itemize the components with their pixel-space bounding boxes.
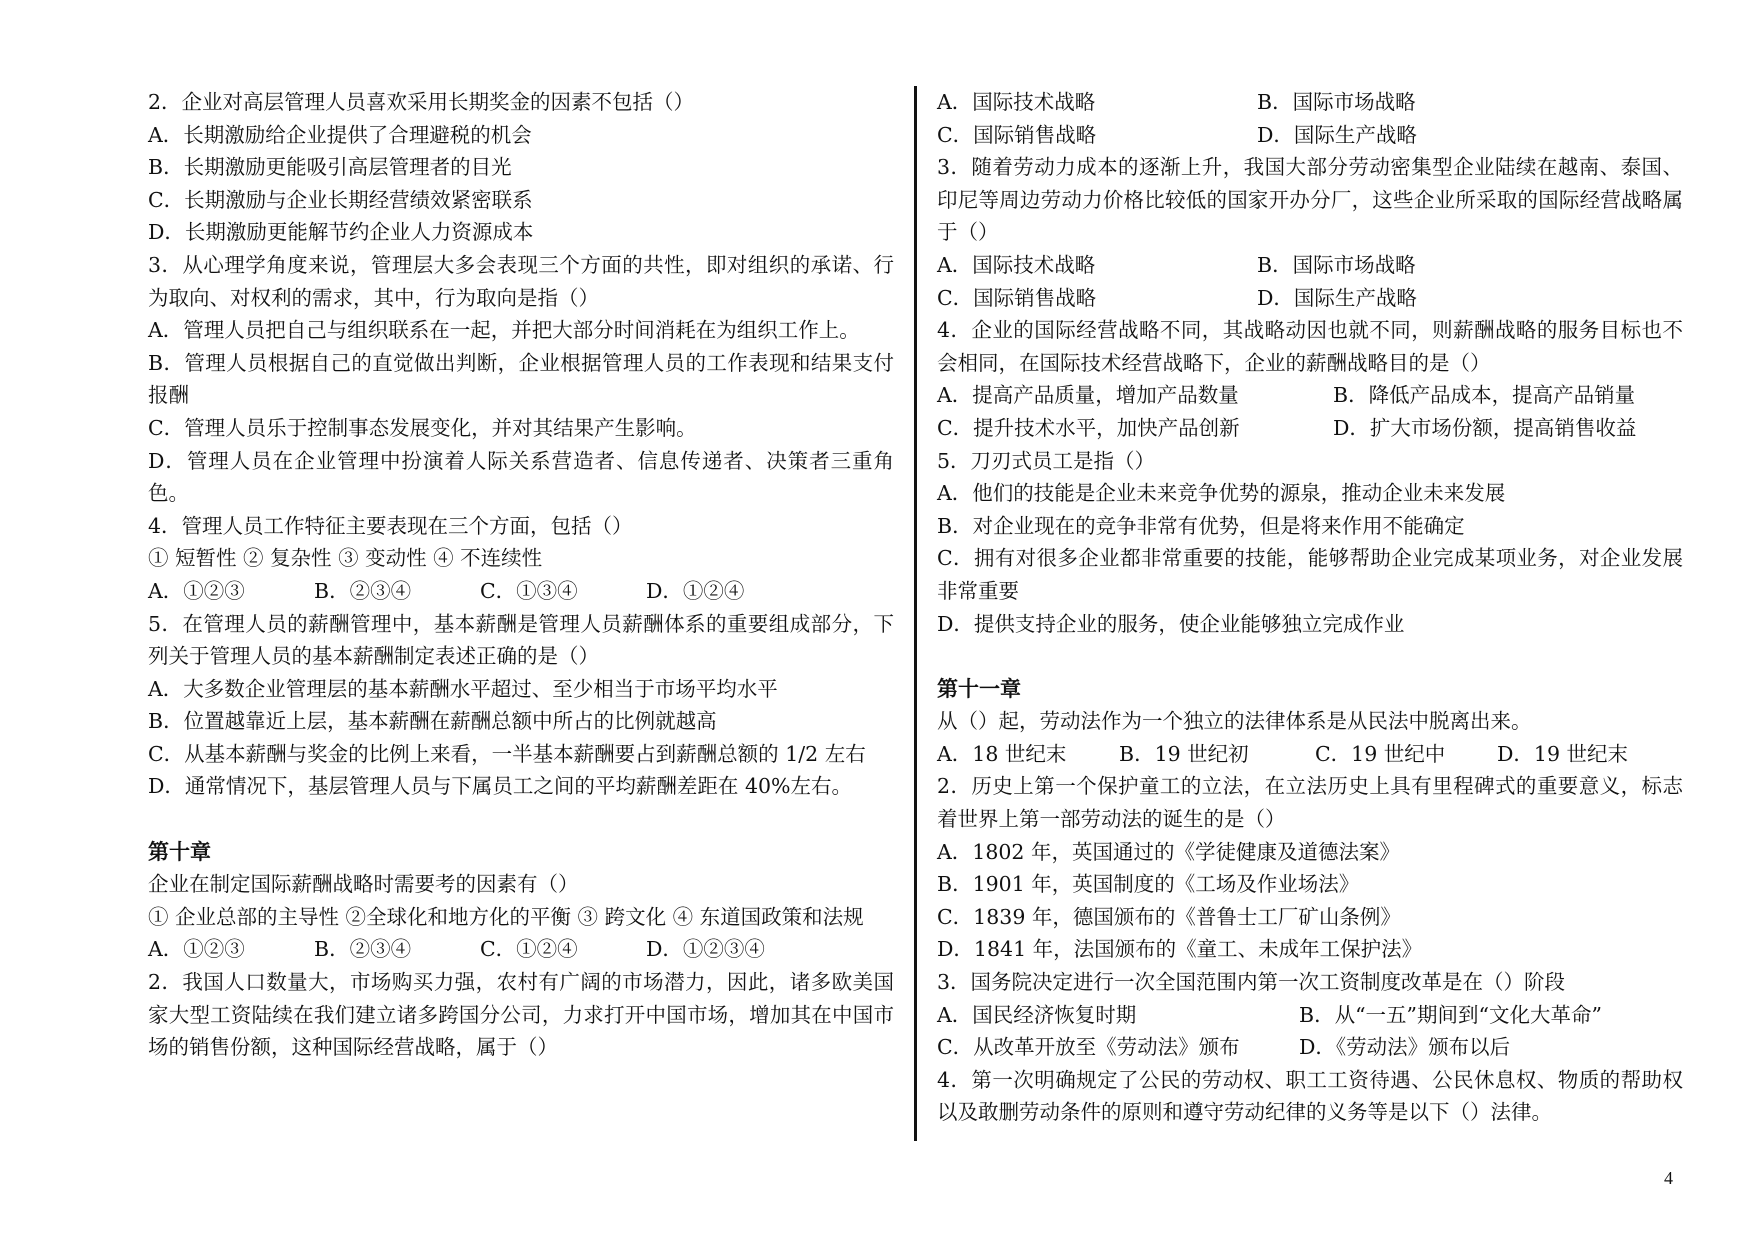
option-d: D．①②④ [646, 578, 745, 603]
option-d: D．通常情况下，基层管理人员与下属员工之间的平均薪酬差距在 40%左右。 [148, 774, 853, 799]
question-items: ① 短暂性 ② 复杂性 ③ 变动性 ④ 不连续性 [148, 546, 543, 571]
option-b: B．降低产品成本，提高产品销量 [1333, 383, 1636, 408]
option-a: A．国际技术战略 [937, 252, 1096, 277]
option-c: C．拥有对很多企业都非常重要的技能，能够帮助企业完成某项业务，对企业发展非常重要 [937, 546, 1683, 603]
options-row [937, 86, 1683, 119]
options-row [937, 1031, 1683, 1064]
question-stem: 5．在管理人员的薪酬管理中，基本薪酬是管理人员薪酬体系的重要组成部分，下列关于管理人员的基本薪酬制定表述正确的是（） [148, 611, 894, 669]
option-d: D．管理人员在企业管理中扮演着人际关系营造者、信息传递者、决策者三重角色。 [148, 448, 894, 506]
question-stem: 4．管理人员工作特征主要表现在三个方面，包括（） [148, 513, 633, 538]
option-a: A．他们的技能是企业未来竞争优势的源泉，推动企业未来发展 [937, 481, 1506, 506]
chapter-heading: 第十章 [148, 838, 211, 864]
chapter-heading: 第十一章 [937, 675, 1021, 701]
spacer [148, 803, 894, 836]
options-row [148, 933, 894, 966]
column-divider [914, 86, 917, 1141]
option-d: D．19 世纪末 [1497, 741, 1629, 766]
option-c: C．1839 年，德国颁布的《普鲁士工厂矿山条例》 [937, 904, 1401, 929]
question-stem: 3．随着劳动力成本的逐渐上升，我国大部分劳动密集型企业陆续在越南、泰国、印尼等周边劳动力价格比较低的国家开办分厂，这些企业所采取的国际经营战略属于（） [937, 155, 1683, 245]
option-a: A．①②③ [148, 937, 245, 962]
question-stem: 3．从心理学角度来说，管理层大多会表现三个方面的共性，即对组织的承诺、行为取向、对权利的需求，其中，行为取向是指（） [148, 252, 894, 310]
option-d: D．国际生产战略 [1257, 122, 1417, 147]
right-column [937, 86, 1683, 1129]
option-d: D．①②③④ [646, 937, 765, 962]
option-b: B．从“一五”期间到“文化大革命” [1299, 1002, 1602, 1027]
options-row [937, 738, 1683, 771]
options-row [937, 412, 1683, 445]
option-b: B．19 世纪初 [1119, 741, 1249, 766]
option-b: B．1901 年，英国制度的《工场及作业场法》 [937, 872, 1360, 897]
question-stem: 3．国务院决定进行一次全国范围内第一次工资制度改革是在（）阶段 [937, 970, 1566, 995]
option-a: A．长期激励给企业提供了合理避税的机会 [148, 122, 532, 147]
option-b: B．国际市场战略 [1257, 252, 1416, 277]
options-row [937, 999, 1683, 1032]
option-b: B．②③④ [314, 578, 412, 603]
question-stem: 4．第一次明确规定了公民的劳动权、职工工资待遇、公民休息权、物质的帮助权以及敢删劳动条件的原则和遵守劳动纪律的义务等是以下（）法律。 [937, 1067, 1683, 1125]
option-c: C．①③④ [480, 578, 578, 603]
question-items: ① 企业总部的主导性 ②全球化和地方化的平衡 ③ 跨文化 ④ 东道国政策和法规 [148, 904, 864, 929]
option-a: A．①②③ [148, 578, 245, 603]
option-a: A．提高产品质量，增加产品数量 [937, 383, 1239, 408]
option-a: A．1802 年，英国通过的《学徒健康及道德法案》 [937, 839, 1400, 864]
option-b: B．国际市场战略 [1257, 90, 1416, 114]
options-row [148, 575, 894, 608]
option-a: A．国民经济恢复时期 [937, 1002, 1137, 1027]
option-d: D．国际生产战略 [1257, 285, 1417, 310]
option-d: D．扩大市场份额，提高销售收益 [1333, 415, 1637, 440]
options-row [937, 282, 1683, 315]
option-c: C．从改革开放至《劳动法》颁布 [937, 1035, 1240, 1060]
option-c: C．从基本薪酬与奖金的比例上来看，一半基本薪酬要占到薪酬总额的 1/2 左右 [148, 741, 866, 766]
option-c: C．19 世纪中 [1315, 741, 1446, 766]
spacer [937, 640, 1683, 673]
option-b: B．对企业现在的竞争非常有优势，但是将来作用不能确定 [937, 513, 1465, 538]
option-d: D．1841 年，法国颁布的《童工、未成年工保护法》 [937, 937, 1423, 962]
question-stem: 2．企业对高层管理人员喜欢采用长期奖金的因素不包括（） [148, 90, 695, 114]
option-b: B．②③④ [314, 937, 412, 962]
option-c: C．国际销售战略 [937, 122, 1097, 147]
option-a: A．国际技术战略 [937, 90, 1096, 114]
option-b: B．位置越靠近上层，基本薪酬在薪酬总额中所占的比例就越高 [148, 709, 717, 734]
question-stem: 2．我国人口数量大，市场购买力强，农村有广阔的市场潜力，因此，诸多欧美国家大型工资陆续在我们建立诸多跨国分公司，力求打开中国市场，增加其在中国市场的销售份额，这种国际经营战略，属于（） [148, 970, 894, 1060]
option-c: C．提升技术水平，加快产品创新 [937, 415, 1240, 440]
option-b: B．管理人员根据自己的直觉做出判断，企业根据管理人员的工作表现和结果支付报酬 [148, 350, 894, 408]
question-stem: 从（）起，劳动法作为一个独立的法律体系是从民法中脱离出来。 [937, 709, 1532, 734]
option-c: C．管理人员乐于控制事态发展变化，并对其结果产生影响。 [148, 415, 697, 440]
option-c: C．国际销售战略 [937, 285, 1097, 310]
option-d: D．提供支持企业的服务，使企业能够独立完成作业 [937, 611, 1405, 636]
option-c: C．①②④ [480, 937, 578, 962]
left-column [148, 86, 894, 1064]
option-a: A．大多数企业管理层的基本薪酬水平超过、至少相当于市场平均水平 [148, 676, 778, 701]
question-stem: 5．刀刃式员工是指（） [937, 448, 1156, 473]
options-row [937, 379, 1683, 412]
option-d: D．《劳动法》颁布以后 [1299, 1035, 1511, 1060]
question-stem: 4．企业的国际经营战略不同，其战略动因也就不同，则薪酬战略的服务目标也不会相同，在国际技术经营战略下，企业的薪酬战略目的是（） [937, 318, 1683, 375]
options-row [937, 249, 1683, 282]
question-stem: 企业在制定国际薪酬战略时需要考的因素有（） [148, 872, 579, 897]
option-a: A．管理人员把自己与组织联系在一起，并把大部分时间消耗在为组织工作上。 [148, 318, 860, 343]
option-d: D．长期激励更能解节约企业人力资源成本 [148, 220, 534, 245]
option-c: C．长期激励与企业长期经营绩效紧密联系 [148, 187, 533, 212]
option-a: A．18 世纪末 [937, 741, 1067, 766]
option-b: B．长期激励更能吸引高层管理者的目光 [148, 155, 512, 180]
options-row [937, 119, 1683, 152]
page-number: 4 [1664, 1168, 1673, 1188]
question-stem: 2．历史上第一个保护童工的立法，在立法历史上具有里程碑式的重要意义，标志着世界上第一部劳动法的诞生的是（） [937, 774, 1683, 832]
